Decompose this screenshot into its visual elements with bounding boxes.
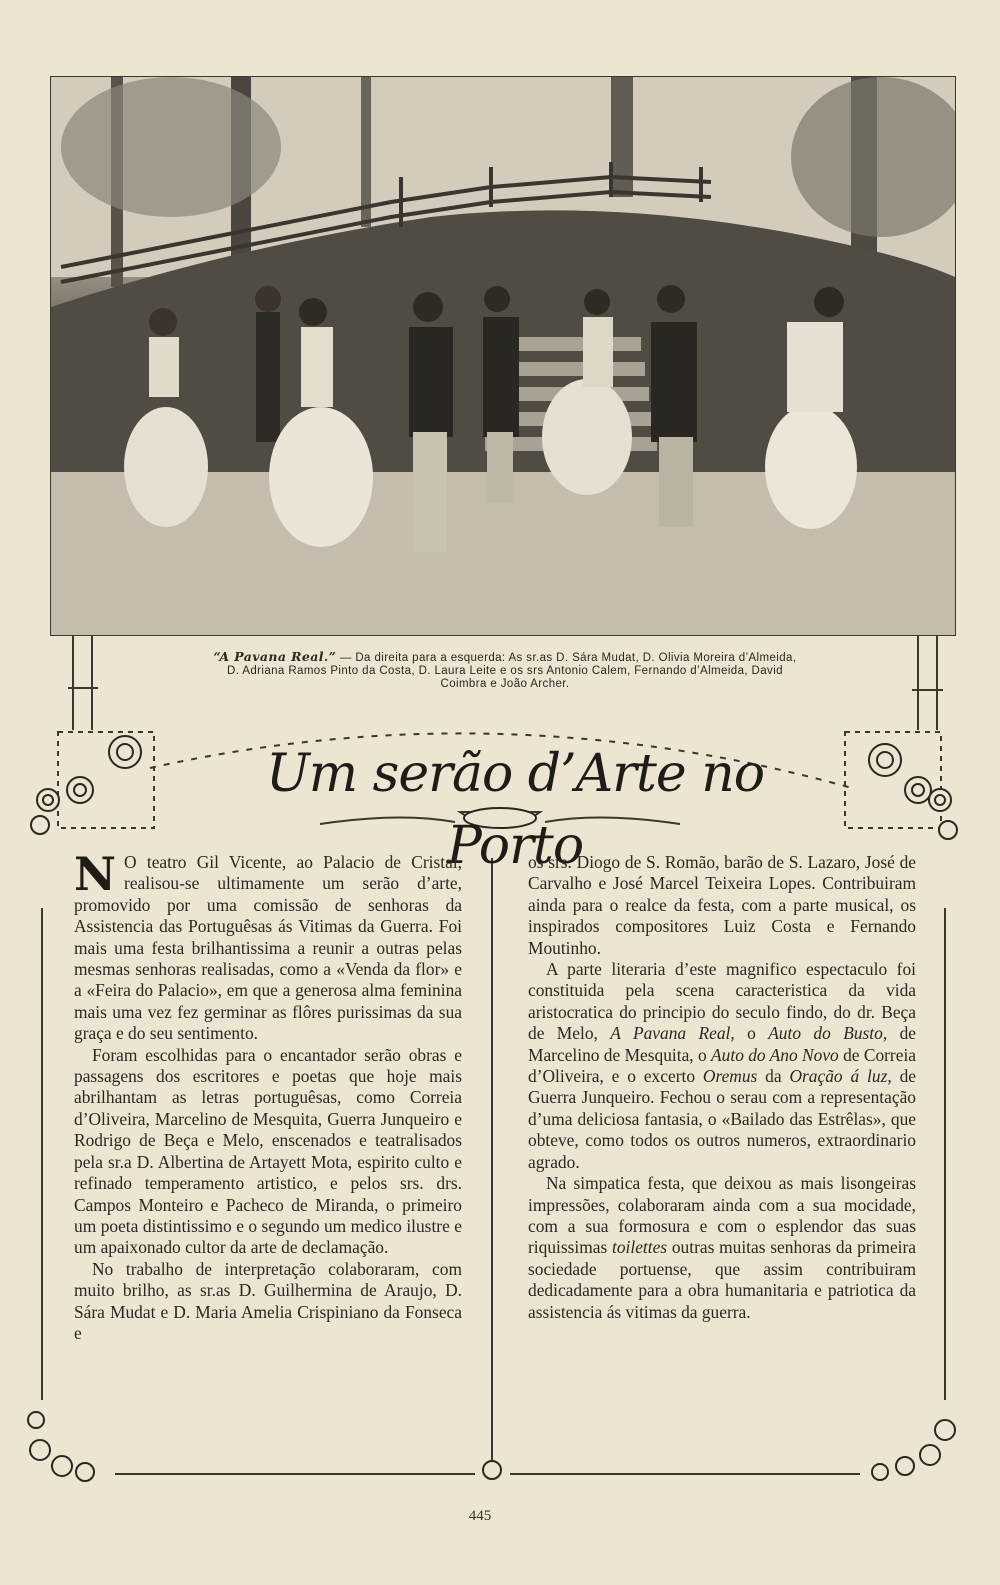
text-run: de Marcelino de Mesquita, o xyxy=(528,1023,916,1065)
photo-caption xyxy=(112,650,898,691)
work-title: Auto do Ano Novo xyxy=(711,1044,839,1065)
caption-line-1: — Da direita para a esquerda: As sr.as D. Sára Mudat, D. Olivia Moreira d’Almeida, xyxy=(336,652,797,664)
paragraph: No trabalho de interpretação colaboraram, com muito brilho, as sr.as D. Guilhermina de Araujo, D. Sára Mudat e D. Maria Amelia Crispiniano da Fonseca e xyxy=(74,1258,462,1343)
drop-cap: N xyxy=(74,847,117,901)
text-run: o xyxy=(734,1023,769,1044)
article-column-right xyxy=(528,852,916,1323)
text-run: A parte literaria d’este magnifico espectaculo foi constituida pela scena caracteristica da vida aristocratica do principio do seculo findo, do dr. Beça de Melo, xyxy=(528,959,916,1044)
text-run: de Guerra Junqueiro. Fechou o serau com a representação d’uma deliciosa fantasia, o «Bailado das Estrêlas», que obteve, como todos os outros numeros, extraordinario agrado. xyxy=(528,1066,916,1172)
text-run: outras muitas senhoras da primeira sociedade portuense, que assim contribuiram dedicadamente para a obra humanitaria e patriotica da assistencia ás vitimas da guerra. xyxy=(528,1237,917,1322)
italic-word: toilettes xyxy=(612,1237,668,1258)
work-title: A Pavana Real, xyxy=(610,1023,735,1044)
paragraph xyxy=(528,1173,916,1323)
paragraph-text: O teatro Gil Vicente, ao Palacio de Cristal, realisou-se ultimamente um serão d’arte, promovido por uma comissão de senhoras da Assistencia das Portuguêsas ás Vitimas da Guerra. Foi mais uma festa brilhantissima a reunir a outras pelas mesmas senhoras realisadas, como a «Venda da flor» e a «Feira do Palacio», em que a generosa alma feminina mais uma vez fez germinar as flôres purissimas da sua graça e do seu sentimento. xyxy=(74,852,462,1044)
page-number: 445 xyxy=(468,1508,492,1524)
paragraph xyxy=(528,959,916,1173)
text-run: Na simpatica festa, que deixou as mais lisongeiras impressões, colaboraram ainda com a sua mocidade, com a sua formosura e com o esplendor das suas riquissimas xyxy=(528,1173,916,1258)
paragraph xyxy=(74,847,462,1045)
text-run: de Correia d’Oliveira, e o excerto xyxy=(528,1044,916,1087)
paragraph: os srs. Diogo de S. Romão, barão de S. Lazaro, José de Carvalho e José Marcel Teixeira Lopes. Contribuiram ainda para o realce da festa, com a parte musical, os inspirados compositores Luiz Costa e Fernando Moutinho. xyxy=(528,852,916,958)
work-title: Oração á luz, xyxy=(789,1066,892,1087)
caption-line-2: D. Adriana Ramos Pinto da Costa, D. Laura Leite e os srs Antonio Calem, Fernando d’Almeida, David xyxy=(227,665,783,677)
work-title: Auto do Busto, xyxy=(768,1023,888,1044)
text-run: da xyxy=(757,1066,790,1087)
work-title: Oremus xyxy=(702,1066,758,1087)
article-column-left xyxy=(74,847,462,1344)
article-title: Um serão d’Arte no Porto xyxy=(265,744,765,876)
paragraph: Foram escolhidas para o encantador serão obras e passagens dos escritores e poetas que hoje mais abrilhantam as letras portuguêsas, como Correia d’Oliveira, Marcelino de Mesquita, Guerra Junqueiro e Rodrigo de Beça e Melo, enscenados e teatralisados pela sr.a D. Albertina de Artayett Mota, espirito culto e refinado temperamento artistico, e pelos srs. drs. Campos Monteiro e Pacheco de Miranda, o primeiro um poeta distintissimo e o segundo um medico ilustre e um apaixonado cultor da arte de declamação. xyxy=(74,1044,462,1258)
caption-line-3: Coimbra e João Archer. xyxy=(440,678,570,690)
caption-title: “A Pavana Real.” xyxy=(213,649,337,664)
